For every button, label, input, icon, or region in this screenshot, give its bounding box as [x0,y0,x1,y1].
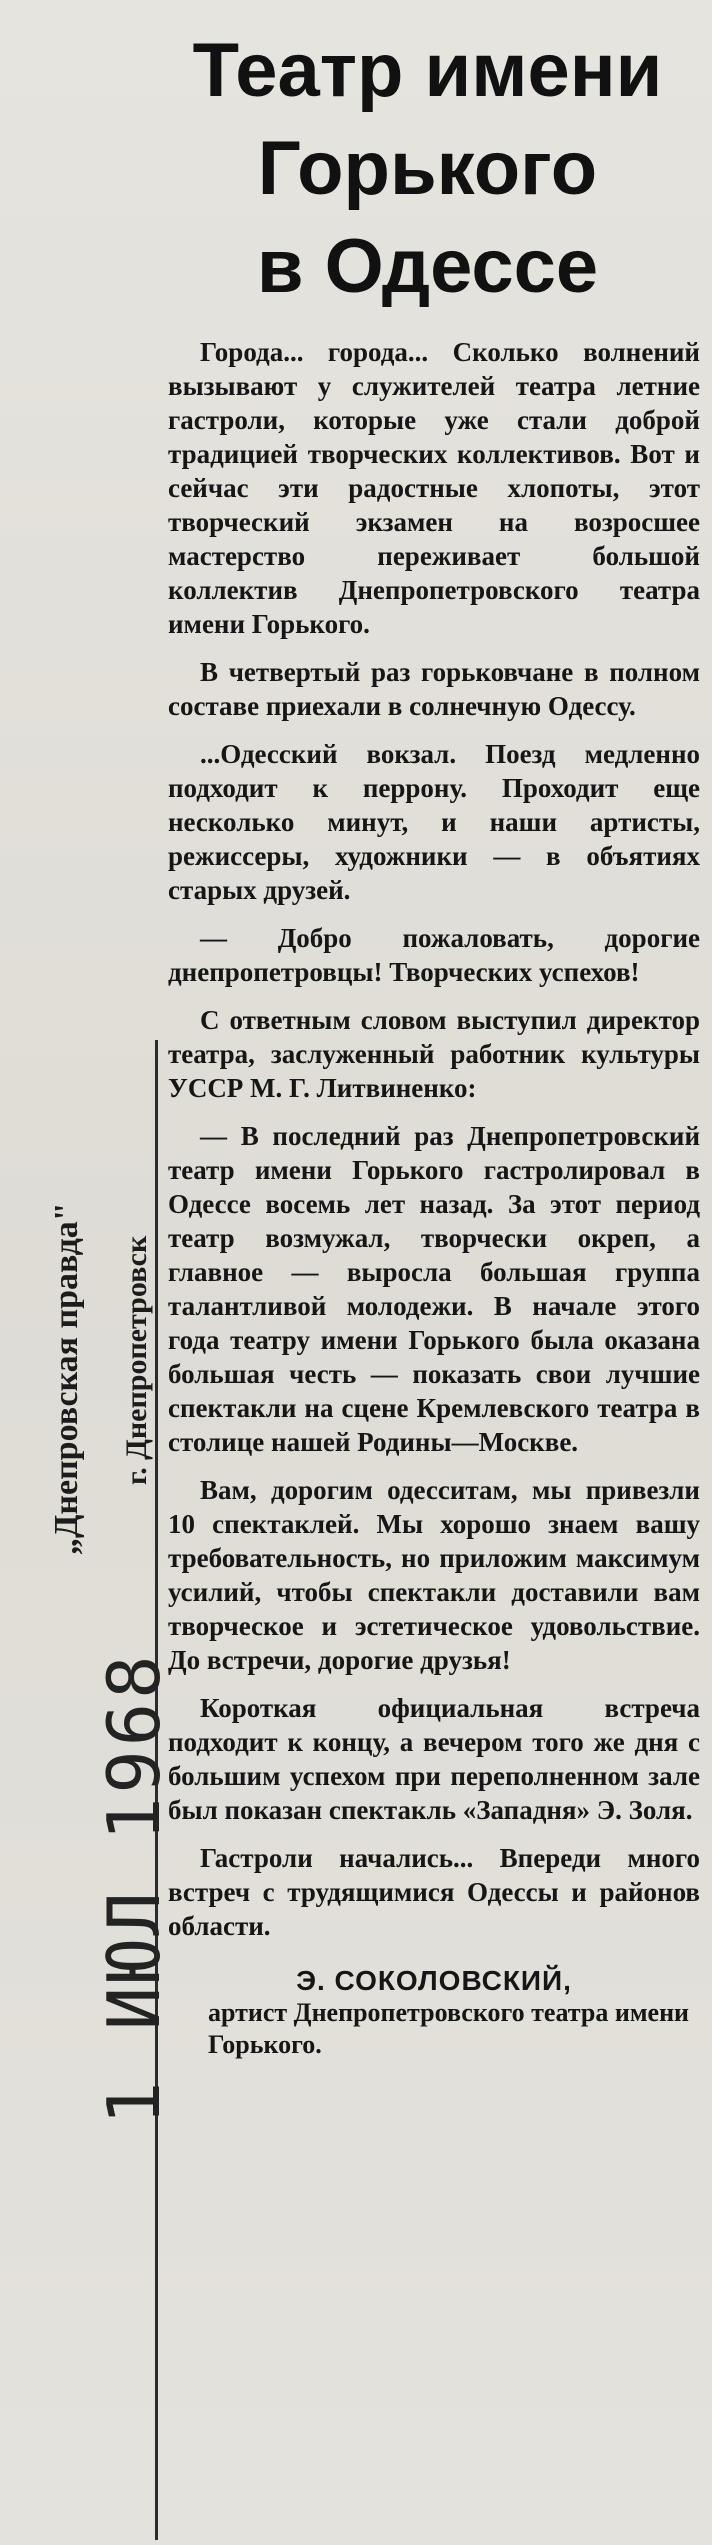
byline-role: артист Днепропетровского театра имени Горького. [208,1998,690,2059]
article-body [168,335,700,2061]
paragraph: Города... города... Сколько волнений вызывают у служителей театра летние гастроли, которые уже стали доброй традицией творческих коллективов. Вот и сейчас эти радостные хлопоты, этот творческий экзамен на возросшее мастерство переживает большой коллектив Днепропетровского театра имени Горького. [168,337,700,639]
paragraph: — Добро пожаловать, дорогие днепропетровцы! Творческих успехов! [168,923,700,987]
paragraph: Вам, дорогим одесситам, мы привезли 10 спектаклей. Мы хорошо знаем вашу требовательность, но приложим максимум усилий, чтобы спектакли доставили вам творческое и эстетическое удовольствие. До встречи, дорогие друзья! [168,1475,700,1675]
byline [168,1965,700,2061]
paragraph: В четвертый раз горьковчане в полном составе приехали в солнечную Одессу. [168,657,700,721]
headline-line-2: Горького [257,126,598,211]
headline-line-1: Театр имени [192,28,663,113]
headline-line-3: в Одессе [256,224,599,309]
paragraph: ...Одесский вокзал. Поезд медленно подходит к перрону. Проходит еще несколько минут, и наши артисты, режиссеры, художники — в объятиях старых друзей. [168,739,700,905]
paragraph: — В последний раз Днепропетровский театр имени Горького гастролировал в Одессе восемь лет назад. За этот период театр возмужал, творчески окреп, а главное — выросла большая группа талантливой молодежи. В начале этого года театру имени Горького была оказана большая честь — показать свои лучшие спектакли на сцене Кремлевского театра в столице нашей Родины—Москве. [168,1121,700,1457]
paragraph: Короткая официальная встреча подходит к концу, а вечером того же дня с большим успехом при переполненном зале был показан спектакль «Западня» Э. Золя. [168,1693,700,1825]
headline [150,22,705,316]
source-newspaper-note: „Днепровская правда" [48,1202,85,1555]
date-stamp: 1 ИЮЛ 1968 [92,1651,176,2125]
byline-author: Э. СОКОЛОВСКИЙ, [296,1965,572,1996]
source-city-note: г. Днепропетровск [120,1235,153,1485]
paragraph: Гастроли начались... Впереди много встреч с трудящимися Одессы и районов области. [168,1843,700,1941]
paragraph: С ответным словом выступил директор театра, заслуженный работник культуры УССР М. Г. Литвиненко: [168,1005,700,1103]
